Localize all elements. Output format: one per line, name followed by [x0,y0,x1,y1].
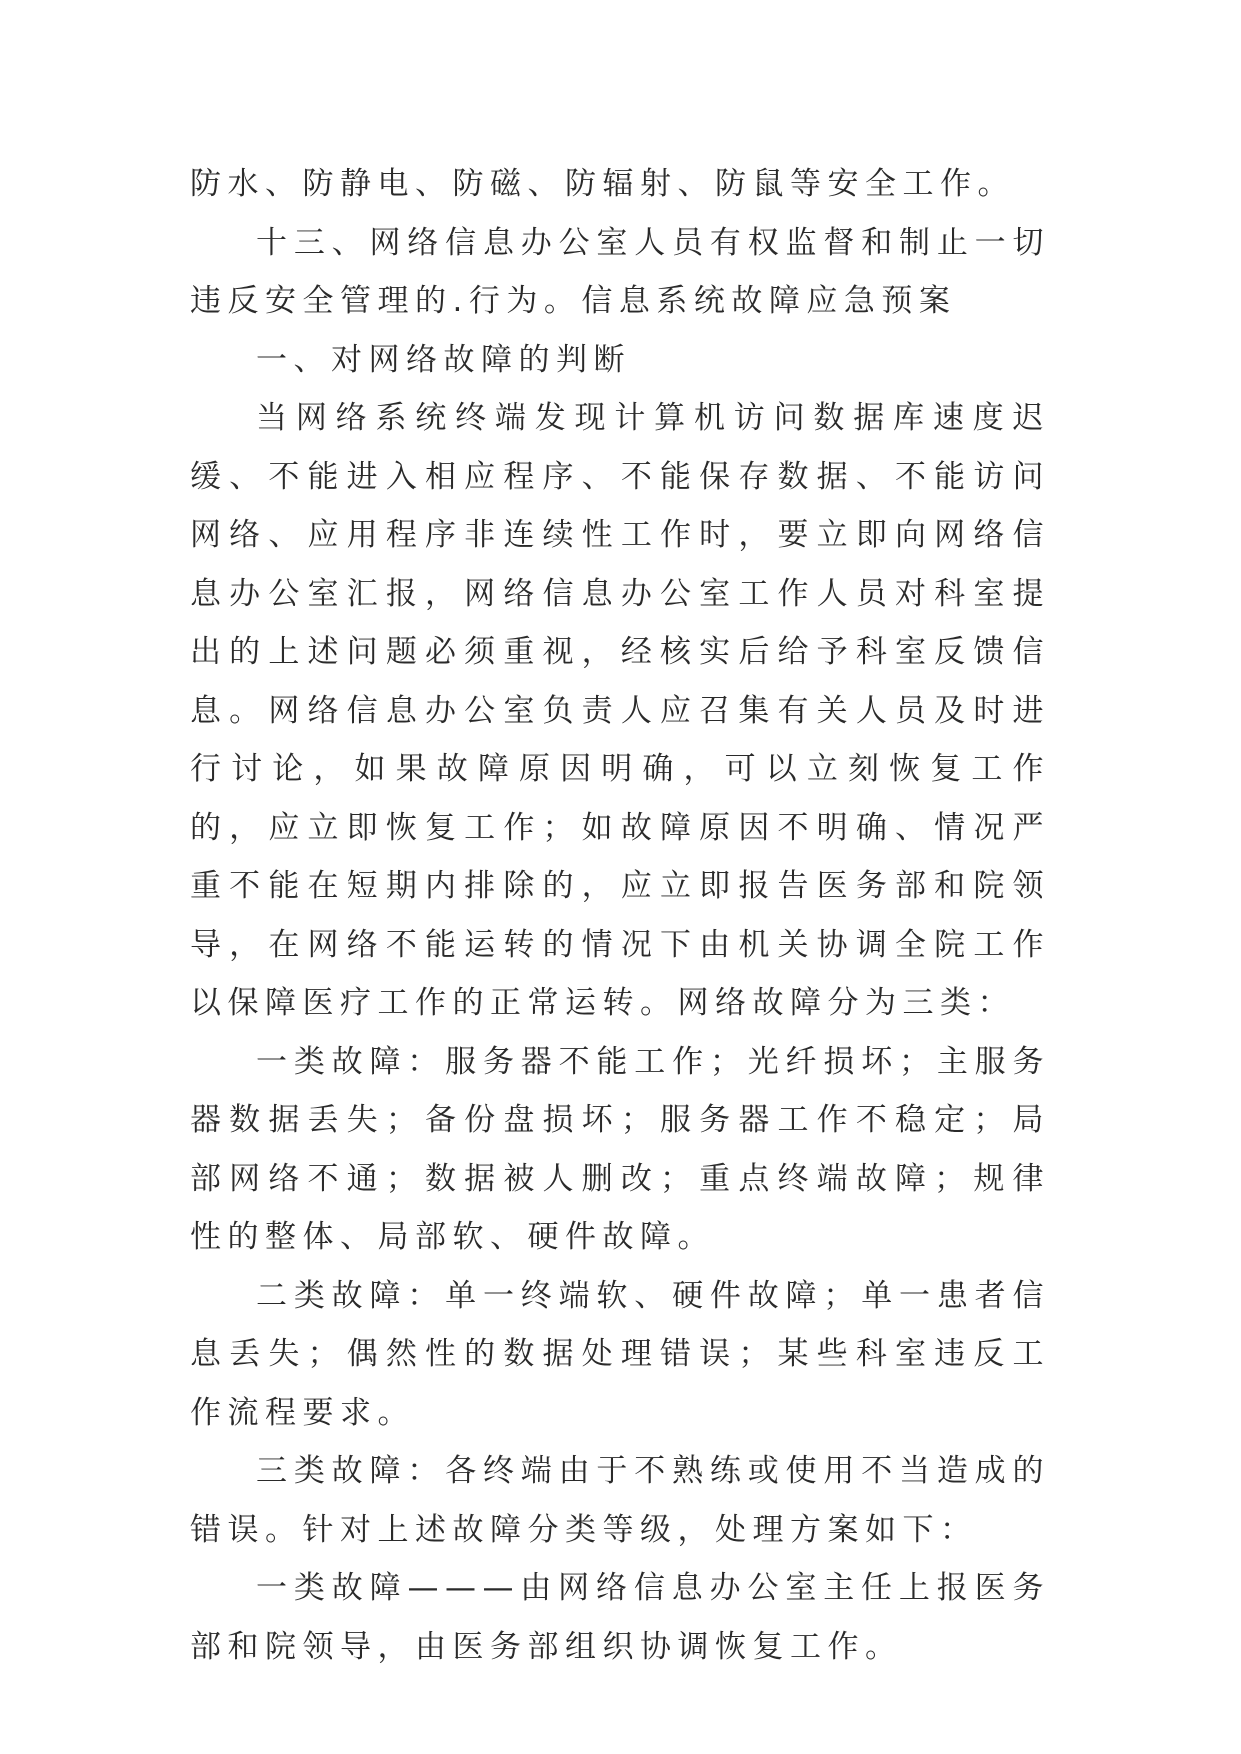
heading-network-fault-judgment: 一、对网络故障的判断 [256,341,631,378]
paragraph-class-1-handling: 一类故障———由网络信息办公室主任上报医务部和院领导，由医务部组织协调恢复工作。 [190,1570,1050,1665]
paragraph-item-13: 十三、网络信息办公室人员有权监督和制止一切违反安全管理的.行为。信息系统故障应急预案 [190,224,1050,319]
paragraph-class-1-fault: 一类故障：服务器不能工作；光纤损坏；主服务器数据丢失；备份盘损坏；服务器工作不稳定；局部网络不通；数据被人删改；重点终端故障；规律性的整体、局部软、硬件故障。 [190,1043,1050,1255]
body-text [190,155,1050,1676]
paragraph-fault-reporting: 当网络系统终端发现计算机访问数据库速度迟缓、不能进入相应程序、不能保存数据、不能访问网络、应用程序非连续性工作时，要立即向网络信息办公室汇报，网络信息办公室工作人员对科室提出的上述问题必须重视，经核实后给予科室反馈信息。网络信息办公室负责人应召集有关人员及时进行讨论，如果故障原因明确，可以立刻恢复工作的，应立即恢复工作；如故障原因不明确、情况严重不能在短期内排除的，应立即报告医务部和院领导，在网络不能运转的情况下由机关协调全院工作以保障医疗工作的正常运转。网络故障分为三类： [190,400,1050,1021]
paragraph-class-3-fault: 三类故障：各终端由于不熟练或使用不当造成的错误。针对上述故障分类等级，处理方案如下： [190,1453,1050,1548]
paragraph-safety-work: 防水、防静电、防磁、防辐射、防鼠等安全工作。 [190,166,1015,202]
paragraph-class-2-fault: 二类故障：单一终端软、硬件故障；单一患者信息丢失；偶然性的数据处理错误；某些科室违反工作流程要求。 [190,1277,1050,1431]
